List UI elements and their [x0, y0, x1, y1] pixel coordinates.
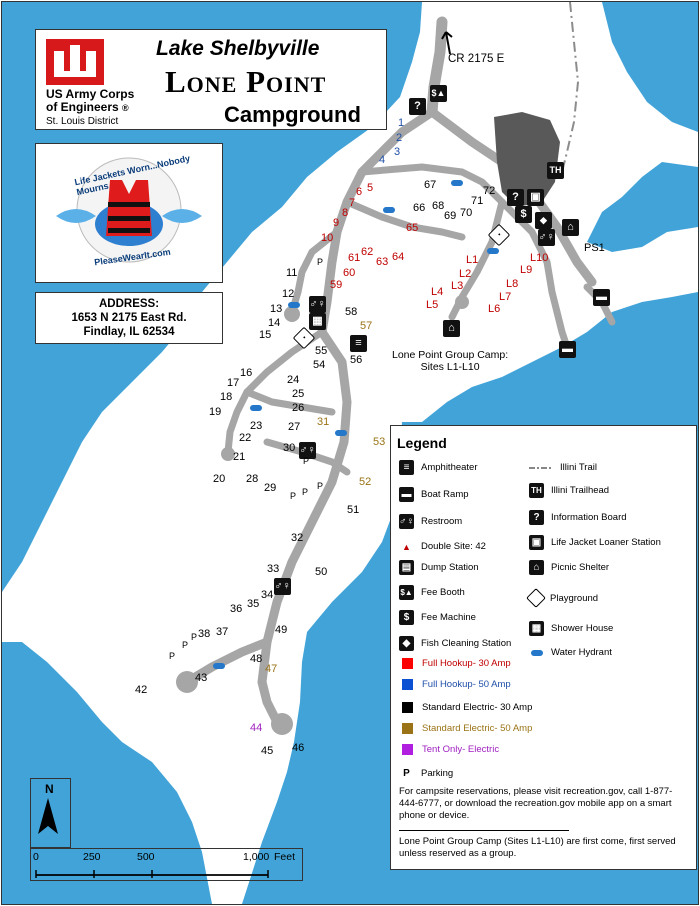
- site-44: 44: [250, 722, 263, 734]
- site-57: 57: [360, 320, 373, 332]
- trail-line-icon: [529, 460, 553, 475]
- shower-station-label: PS1: [584, 242, 605, 254]
- site-49: 49: [275, 624, 288, 636]
- fee-booth-icon: $▲: [399, 585, 414, 600]
- site-50: 50: [315, 566, 328, 578]
- site-9: 9: [333, 217, 340, 229]
- site-13: 13: [270, 303, 283, 315]
- campground-title: Campground: [224, 102, 361, 127]
- site-l9: L9: [520, 264, 533, 276]
- information-icon[interactable]: ?: [507, 189, 524, 206]
- site-45: 45: [261, 745, 274, 757]
- site-62: 62: [361, 246, 374, 258]
- legend-divider: [399, 830, 569, 831]
- site-21: 21: [233, 451, 246, 463]
- north-arrow: [30, 778, 71, 848]
- trailhead-icon[interactable]: TH: [547, 162, 564, 179]
- legend-information: ? Information Board: [529, 510, 627, 525]
- scale-tick-250: 250: [83, 851, 101, 863]
- water-hydrant-icon: [383, 207, 395, 213]
- fish-cleaning-icon: ◆: [399, 636, 414, 651]
- trailhead-icon: TH: [529, 483, 544, 498]
- legend-water-hydrant: Water Hydrant: [529, 645, 612, 660]
- legend-restroom: ♂♀ Restroom: [399, 516, 463, 527]
- fee-machine-icon: $: [399, 610, 414, 625]
- parking-icon: P: [317, 481, 324, 491]
- usace-castle-logo: [46, 39, 104, 85]
- parking-icon: P: [403, 768, 410, 779]
- site-17: 17: [227, 377, 240, 389]
- site-4: 4: [379, 154, 386, 166]
- swatch-tent: [402, 744, 413, 755]
- campaign-url: PleaseWearIt.com: [93, 246, 172, 268]
- site-64: 64: [392, 251, 405, 263]
- map-frame: [1, 1, 699, 905]
- boat-ramp-icon: ▬: [399, 487, 414, 502]
- legend-full-hookup-30: Full Hookup- 30 Amp: [399, 658, 511, 669]
- site-8: 8: [342, 207, 349, 219]
- playground-icon[interactable]: ·: [488, 224, 511, 247]
- shower-house-icon[interactable]: ▦: [309, 313, 326, 330]
- parking-icon: P: [302, 487, 309, 497]
- group-sites-label: Sites L1-L10: [420, 361, 480, 373]
- registered-mark: ®: [122, 103, 129, 113]
- group-camp-note: Lone Point Group Camp (Sites L1-L10) are first come, first served unless reserved as a group.: [399, 836, 676, 859]
- scale-tick-0: 0: [33, 851, 39, 863]
- agency-line-2: of Engineers: [46, 100, 119, 114]
- agency-line-1: US Army Corps: [46, 87, 135, 101]
- site-10: 10: [321, 232, 334, 244]
- park-title: Lone Point: [165, 64, 327, 99]
- site-22: 22: [239, 432, 252, 444]
- water-hydrant-icon: [250, 405, 262, 411]
- playground-icon[interactable]: ·: [293, 327, 316, 350]
- amphitheater-icon[interactable]: ≡: [350, 335, 367, 352]
- swatch-std-50: [402, 723, 413, 734]
- site-l3: L3: [451, 280, 464, 292]
- water-hydrant-icon: [335, 430, 347, 436]
- site-48: 48: [250, 653, 263, 665]
- site-25: 25: [292, 388, 305, 400]
- site-67: 67: [424, 179, 437, 191]
- parking-icon: P: [182, 640, 189, 650]
- legend-shower-house: ▦ Shower House: [529, 621, 613, 636]
- site-18: 18: [220, 391, 233, 403]
- site-46: 46: [292, 742, 305, 754]
- site-31: 31: [317, 416, 330, 428]
- site-68: 68: [432, 200, 445, 212]
- site-72: 72: [483, 185, 496, 197]
- site-l5: L5: [426, 299, 439, 311]
- address-line-1: 1653 N 2175 East Rd.: [71, 312, 187, 324]
- site-34: 34: [261, 589, 274, 601]
- road-label: CR 2175 E: [448, 53, 505, 65]
- life-jacket-campaign: [35, 143, 223, 283]
- site-l4: L4: [431, 286, 444, 298]
- site-l2: L2: [459, 268, 472, 280]
- life-jacket-icon: ▣: [529, 535, 544, 550]
- water-hydrant-icon: [451, 180, 463, 186]
- site-42: 42: [135, 684, 148, 696]
- fee-machine-icon[interactable]: $: [515, 206, 532, 223]
- site-24: 24: [287, 374, 300, 386]
- scale-unit: Feet: [274, 851, 296, 863]
- legend-dump-station: ▤ Dump Station: [399, 560, 479, 575]
- site-6: 6: [356, 186, 363, 198]
- legend-playground: Playground: [529, 591, 598, 605]
- site-65: 65: [406, 222, 419, 234]
- parking-icon: P: [191, 632, 198, 642]
- scale-bar-box: [30, 848, 303, 881]
- site-69: 69: [444, 210, 457, 222]
- site-12: 12: [282, 288, 295, 300]
- site-5: 5: [367, 182, 374, 194]
- water-hydrant-icon: [529, 645, 544, 660]
- legend-illini-trail: Illini Trail: [529, 460, 597, 475]
- legend: [390, 425, 697, 870]
- parking-icon: P: [303, 456, 310, 466]
- playground-icon: [526, 588, 546, 608]
- restroom-icon[interactable]: ♂♀: [299, 442, 316, 459]
- site-26: 26: [292, 402, 305, 414]
- boat-ramp-icon[interactable]: ▬: [559, 341, 576, 358]
- restroom-icon[interactable]: ♂♀: [309, 296, 326, 313]
- water-hydrant-icon: [213, 663, 225, 669]
- site-29: 29: [264, 482, 277, 494]
- boat-ramp-icon[interactable]: ▬: [593, 289, 610, 306]
- address-heading: ADDRESS:: [98, 298, 160, 310]
- legend-standard-30: Standard Electric- 30 Amp: [399, 702, 532, 713]
- site-15: 15: [259, 329, 272, 341]
- swatch-full-30: [402, 658, 413, 669]
- site-47: 47: [265, 663, 278, 675]
- legend-boat-ramp: ▬ Boat Ramp: [399, 487, 469, 502]
- address-line-2: Findlay, IL 62534: [83, 326, 175, 338]
- site-66: 66: [413, 202, 426, 214]
- fish-cleaning-icon[interactable]: ◆: [535, 212, 552, 229]
- legend-fee-machine: $ Fee Machine: [399, 610, 476, 625]
- legend-title: Legend: [397, 435, 447, 451]
- site-2: 2: [396, 132, 403, 144]
- water-hydrant-icon: [487, 248, 499, 254]
- site-l1: L1: [466, 254, 479, 266]
- site-70: 70: [460, 207, 473, 219]
- site-63: 63: [376, 256, 389, 268]
- north-label: N: [45, 782, 54, 796]
- legend-fish-cleaning: ◆ Fish Cleaning Station: [399, 636, 511, 651]
- parking-icon: P: [169, 651, 176, 661]
- reservation-note: For campsite reservations, please visit recreation.gov, call 1-877-444-6777, or download the recreation.gov mobile app on a smart phone or device.: [399, 786, 673, 821]
- site-33: 33: [267, 563, 280, 575]
- parking-icon: P: [317, 257, 324, 267]
- scale-tick-1000: 1,000: [243, 851, 270, 863]
- picnic-shelter-icon[interactable]: ⌂: [443, 320, 460, 337]
- site-71: 71: [471, 195, 484, 207]
- site-19: 19: [209, 406, 222, 418]
- scale-tick-500: 500: [137, 851, 155, 863]
- swatch-full-50: [402, 679, 413, 690]
- legend-fee-booth: $▲ Fee Booth: [400, 587, 465, 598]
- illini-trail: [562, 2, 578, 172]
- site-58: 58: [345, 306, 358, 318]
- legend-standard-50: Standard Electric- 50 Amp: [399, 723, 532, 734]
- site-56: 56: [350, 354, 363, 366]
- picnic-shelter-icon: ⌂: [529, 560, 544, 575]
- legend-tent-only: Tent Only- Electric: [399, 744, 499, 755]
- restroom-icon[interactable]: ♂♀: [538, 229, 555, 246]
- site-54: 54: [313, 359, 326, 371]
- site-43: 43: [195, 672, 208, 684]
- legend-life-jacket: ▣ Life Jacket Loaner Station: [529, 535, 661, 550]
- group-camp-label: Lone Point Group Camp:: [392, 349, 509, 361]
- legend-trailhead: TH Illini Trailhead: [529, 483, 609, 498]
- amphitheater-icon: ≡: [399, 460, 414, 475]
- site-20: 20: [213, 473, 226, 485]
- legend-full-hookup-50: Full Hookup- 50 Amp: [399, 679, 511, 690]
- life-jacket-icon[interactable]: ▣: [527, 189, 544, 206]
- site-14: 14: [268, 317, 281, 329]
- legend-amphitheater: ≡ Amphitheater: [399, 460, 478, 475]
- district-name: St. Louis District: [46, 116, 119, 127]
- title-box: [35, 29, 387, 130]
- water-hydrant-icon: [288, 302, 300, 308]
- site-38: 38: [198, 628, 211, 640]
- fee-booth-icon[interactable]: $▲: [430, 85, 447, 102]
- site-11: 11: [286, 267, 298, 279]
- site-32: 32: [291, 532, 304, 544]
- site-53: 53: [373, 436, 386, 448]
- address-box: [35, 292, 223, 344]
- information-icon: ?: [529, 510, 544, 525]
- site-l7: L7: [499, 291, 512, 303]
- shower-house-icon: ▦: [529, 621, 544, 636]
- site-23: 23: [250, 420, 263, 432]
- site-28: 28: [246, 473, 259, 485]
- double-site-icon: ▲: [402, 541, 411, 552]
- site-27: 27: [288, 421, 301, 433]
- site-30: 30: [283, 442, 296, 454]
- swatch-std-30: [402, 702, 413, 713]
- site-7: 7: [349, 197, 356, 209]
- site-l10: L10: [530, 252, 549, 264]
- restroom-icon[interactable]: ♂♀: [274, 578, 291, 595]
- dump-station-icon: ▤: [399, 560, 414, 575]
- site-61: 61: [348, 252, 361, 264]
- site-37: 37: [216, 626, 229, 638]
- site-51: 51: [347, 504, 360, 516]
- picnic-shelter-icon[interactable]: ⌂: [562, 219, 579, 236]
- site-35: 35: [247, 598, 260, 610]
- site-l8: L8: [506, 278, 519, 290]
- legend-picnic-shelter: ⌂ Picnic Shelter: [529, 560, 609, 575]
- parking-icon: P: [290, 491, 297, 501]
- legend-parking: P Parking: [399, 766, 453, 781]
- site-l6: L6: [488, 303, 501, 315]
- site-60: 60: [343, 267, 356, 279]
- site-36: 36: [230, 603, 243, 615]
- site-1: 1: [398, 117, 405, 129]
- site-59: 59: [330, 279, 343, 291]
- restroom-icon: ♂♀: [399, 516, 414, 527]
- site-52: 52: [359, 476, 372, 488]
- lake-title: Lake Shelbyville: [156, 37, 320, 60]
- site-3: 3: [394, 146, 401, 158]
- campaign-slogan: Life Jackets Worn...Nobody Mourns: [73, 153, 191, 198]
- legend-double-site: ▲ Double Site: 42: [399, 539, 486, 554]
- information-icon[interactable]: ?: [409, 98, 426, 115]
- site-16: 16: [240, 367, 253, 379]
- site-55: 55: [315, 345, 328, 357]
